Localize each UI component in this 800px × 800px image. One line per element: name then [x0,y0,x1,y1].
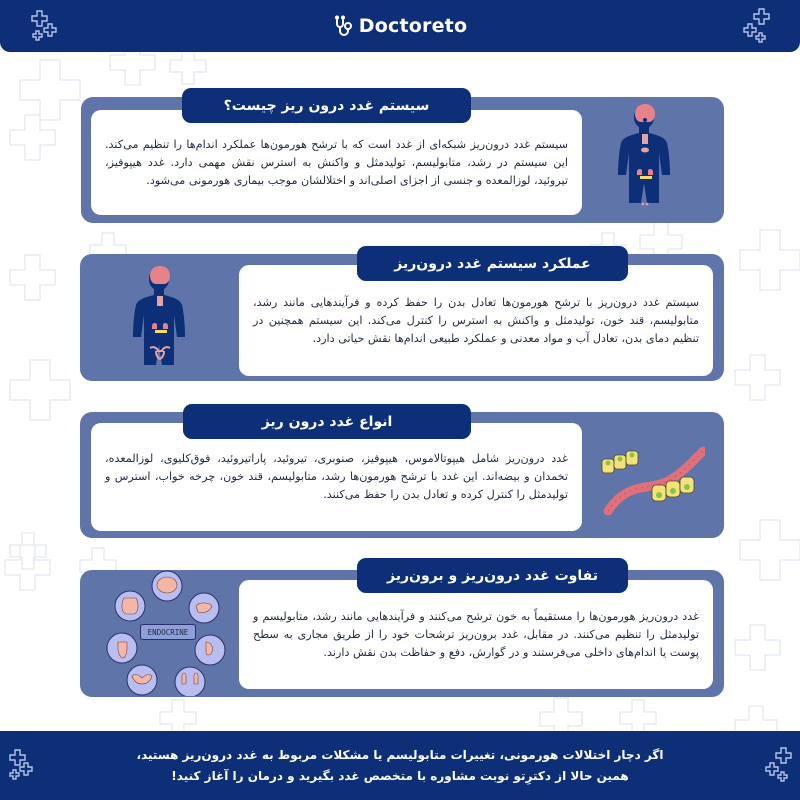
footer-cta-banner [0,731,800,800]
section-body-card [91,110,582,215]
medical-cross-cluster-icon [764,745,794,785]
section-body-text: غدد درون‌ریز شامل هیپوتالاموس، هیپوفیز، صنوبری، تیروئید، پاراتیروئید، فوق‌کلیوی، لوزالمعده، تخمدان و بیضه‌اند. این غدد با ترشح هورمون‌ها رشد، متابولیسم، قند خون، چرخه خواب، استرس و تولیدمثل را کنترل کرده و تعادل بدن را حفظ می‌کنند. [105,452,568,501]
section-title: انواع غدد درون ریز [183,404,471,439]
doctoreto-logo[interactable] [333,15,467,37]
medical-cross-cluster-icon [28,6,58,44]
section-title: تفاوت غدد درون‌ریز و برون‌ریز [357,558,628,593]
section-body-text: غدد درون‌ریز هورمون‌ها را مستقیماً به خون ترشح می‌کنند و فرآیندهایی مانند رشد، متابولیسم و تولیدمثل را تنظیم می‌کنند. در مقابل، غدد برون‌ریز ترشحات خود را از طریق مجاری به سطح پوست یا اندام‌های داخلی می‌فرستند و در گوارش، دفع و حفاظت بدن نقش دارند. [253,609,699,659]
endocrine-organs-circle-illustration [102,568,232,696]
section-body-card [239,265,713,376]
gland-cells-blood-vessel-illustration [600,445,705,515]
brand-name: Doctoreto [358,15,468,37]
human-body-endocrine-illustration [615,100,675,215]
endocrine-center-label: ENDOCRINE [140,624,196,640]
section-body-card [91,423,582,531]
section-body-card [239,580,713,689]
header-bar [0,0,800,52]
footer-cta-line-2: همین حالا از دکترِتو نوبت مشاوره با متخصص غدد بگیرید و درمان را آغاز کنید! [171,768,629,783]
stethoscope-icon [333,15,355,37]
section-body-text: سیستم غدد درون‌ریز شبکه‌ای از غدد است که با ترشح هورمون‌ها عملکرد اندام‌ها را تنظیم می‌کند. این سیستم در رشد، متابولیسم، تولیدمثل و واکنش به استرس نقش مهمی دارد. غدد هیپوفیز، تیروئید، لوزالمعده و جنسی از اجزای اصلی‌اند و اختلالشان موجب بیماری هورمونی می‌شود. [105,137,568,187]
footer-cta-line-1: اگر دچار اختلالات هورمونی، تغییرات متابولیسم یا مشکلات مربوط به غدد درون‌ریز هستید، [136,747,664,762]
section-title: سیستم غدد درون ریز چیست؟ [182,88,471,123]
female-body-endocrine-illustration [130,262,190,377]
medical-cross-cluster-icon [6,745,36,785]
medical-cross-cluster-icon [742,6,772,44]
section-title: عملکرد سیستم غدد درون‌ریز [357,246,628,281]
section-body-text: سیستم غدد درون‌ریز با ترشح هورمون‌ها تعادل بدن را حفظ کرده و فرآیندهایی مانند رشد، متابولیسم، قند خون، تولیدمثل و واکنش به استرس را کنترل می‌کند. این سیستم همچنین در تنظیم دمای بدن، تعادل آب و مواد معدنی و عملکرد طبیعی اندام‌ها نقش حیاتی دارد. [253,295,699,345]
